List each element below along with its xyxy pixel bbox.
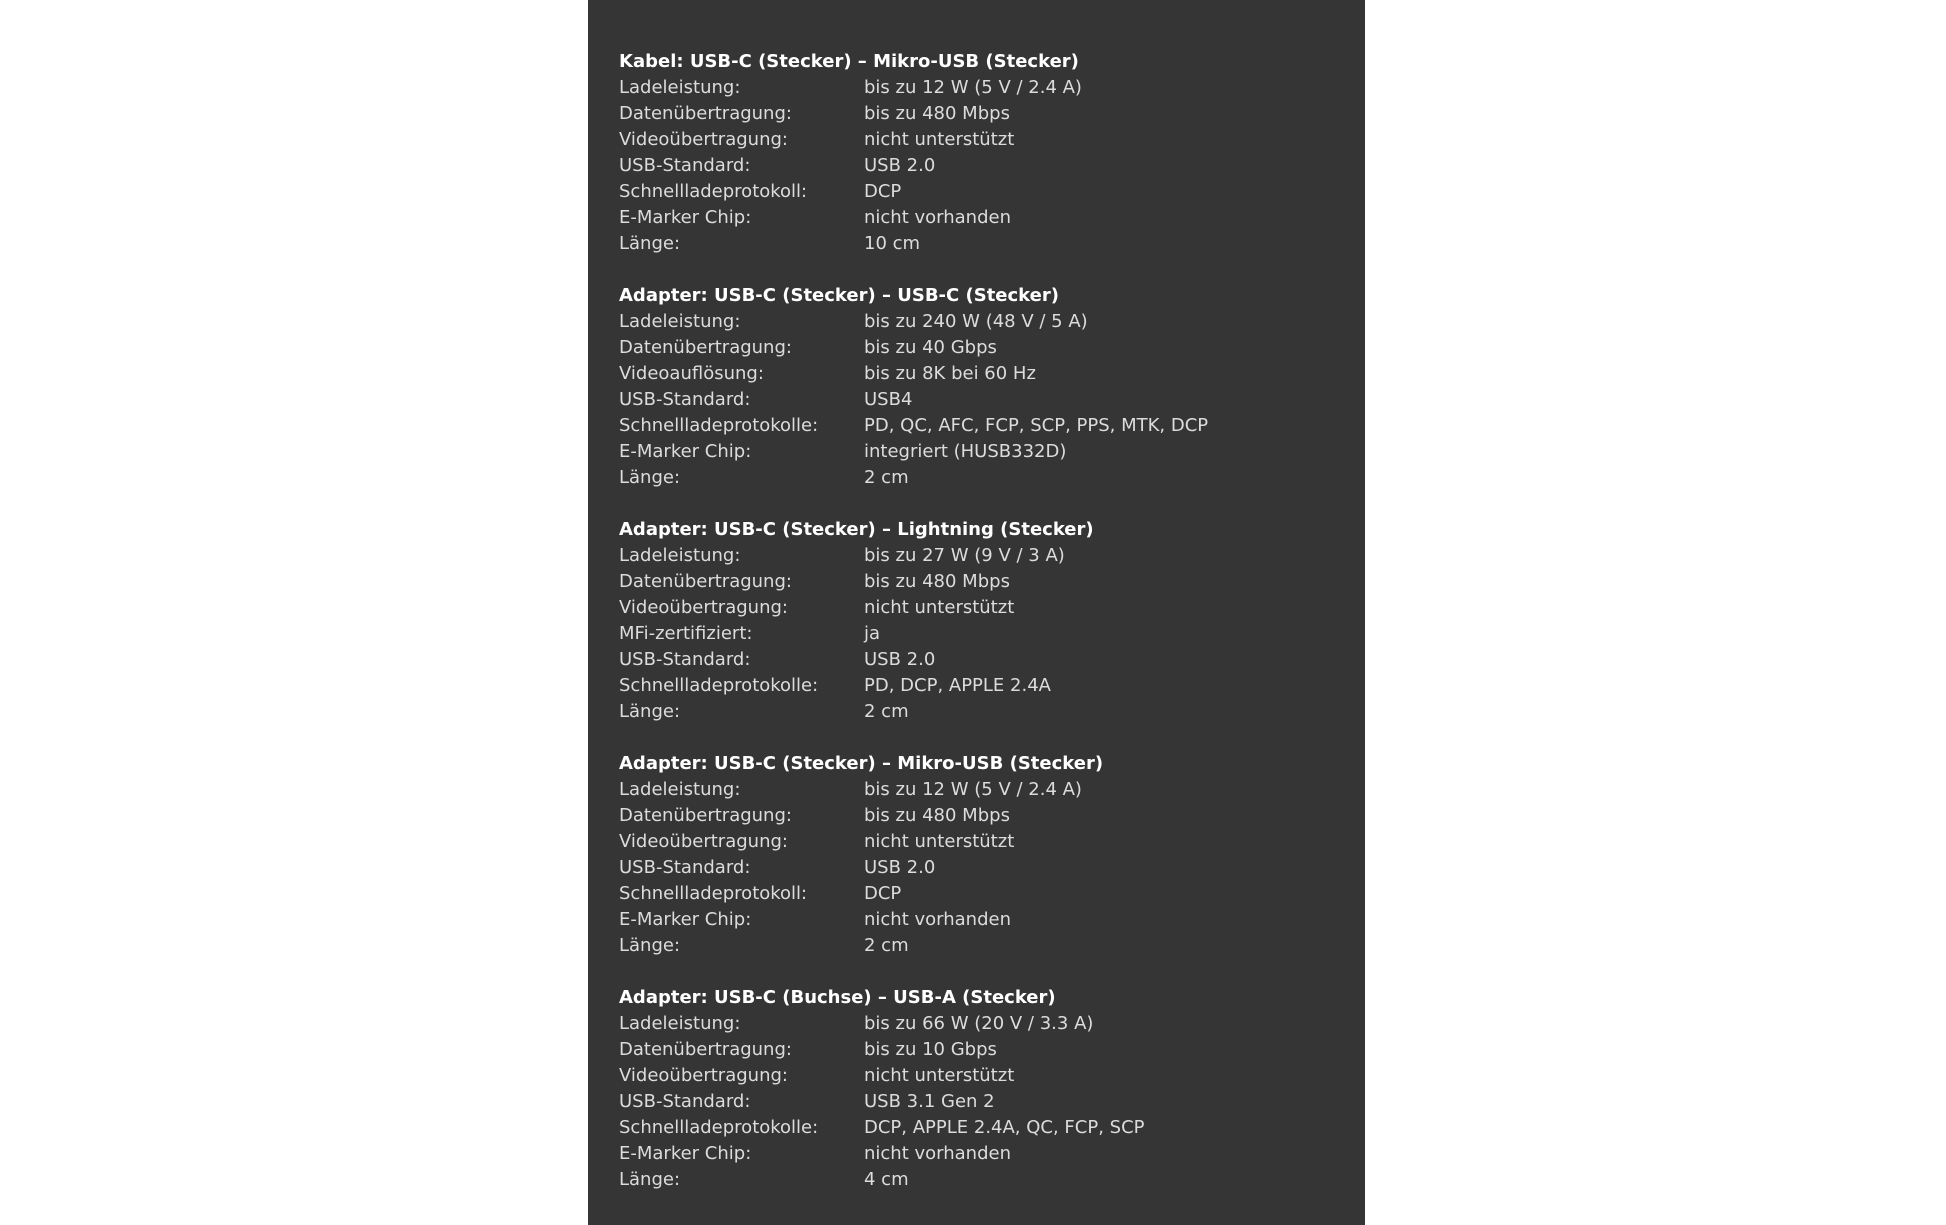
- spec-label: E-Marker Chip:: [619, 1143, 752, 1164]
- spec-label: Ladeleistung:: [619, 1013, 741, 1034]
- spec-row: [619, 1089, 1365, 1115]
- section-title: Kabel: USB-C (Stecker) – Mikro-USB (Stecker): [619, 51, 1079, 72]
- spec-value: DCP: [864, 181, 902, 202]
- spec-value: bis zu 66 W (20 V / 3.3 A): [864, 1013, 1094, 1034]
- spec-value: bis zu 480 Mbps: [864, 805, 1010, 826]
- spec-row: [619, 881, 1365, 907]
- spec-label: Videoübertragung:: [619, 1065, 788, 1086]
- spec-row: [619, 309, 1365, 335]
- spec-label: Länge:: [619, 467, 681, 488]
- spec-value: bis zu 240 W (48 V / 5 A): [864, 311, 1088, 332]
- spec-section: [619, 49, 1365, 257]
- spec-label: Schnellladeprotokolle:: [619, 675, 819, 696]
- spec-label: Videoübertragung:: [619, 831, 788, 852]
- spec-label: Videoübertragung:: [619, 597, 788, 618]
- spec-label: Ladeleistung:: [619, 779, 741, 800]
- spec-label: Länge:: [619, 701, 681, 722]
- section-title: Adapter: USB-C (Stecker) – Mikro-USB (Stecker): [619, 753, 1104, 774]
- spec-row: [619, 1037, 1365, 1063]
- spec-section: [619, 517, 1365, 725]
- spec-row: [619, 699, 1365, 725]
- spec-label: USB-Standard:: [619, 857, 751, 878]
- spec-value: nicht vorhanden: [864, 909, 1011, 930]
- spec-value: 2 cm: [864, 467, 909, 488]
- spec-label: Videoauflösung:: [619, 363, 764, 384]
- spec-row: [619, 413, 1365, 439]
- spec-row: [619, 1063, 1365, 1089]
- spec-row: [619, 595, 1365, 621]
- spec-row: [619, 179, 1365, 205]
- spec-value: DCP: [864, 883, 902, 904]
- spec-value: PD, DCP, APPLE 2.4A: [864, 675, 1051, 696]
- spec-value: bis zu 10 Gbps: [864, 1039, 997, 1060]
- spec-value: nicht vorhanden: [864, 1143, 1011, 1164]
- spec-row: [619, 153, 1365, 179]
- spec-value: nicht vorhanden: [864, 207, 1011, 228]
- spec-label: Schnellladeprotokolle:: [619, 1117, 819, 1138]
- spec-value: nicht unterstützt: [864, 1065, 1015, 1086]
- spec-label: Schnellladeprotokolle:: [619, 415, 819, 436]
- spec-value: USB 2.0: [864, 649, 936, 670]
- spec-row: [619, 387, 1365, 413]
- spec-label: Datenübertragung:: [619, 805, 792, 826]
- spec-row: [619, 907, 1365, 933]
- spec-panel: [588, 0, 1365, 1225]
- spec-row: [619, 621, 1365, 647]
- spec-label: Schnellladeprotokoll:: [619, 181, 808, 202]
- spec-row: [619, 75, 1365, 101]
- spec-label: Datenübertragung:: [619, 1039, 792, 1060]
- spec-label: E-Marker Chip:: [619, 441, 752, 462]
- spec-label: Ladeleistung:: [619, 311, 741, 332]
- spec-row: [619, 1011, 1365, 1037]
- section-title: Adapter: USB-C (Stecker) – USB-C (Stecker): [619, 285, 1059, 306]
- spec-value: DCP, APPLE 2.4A, QC, FCP, SCP: [864, 1117, 1145, 1138]
- spec-row: [619, 231, 1365, 257]
- spec-row: [619, 205, 1365, 231]
- spec-value: ja: [864, 623, 881, 644]
- spec-row: [619, 777, 1365, 803]
- spec-label: USB-Standard:: [619, 1091, 751, 1112]
- spec-label: Ladeleistung:: [619, 545, 741, 566]
- section-title: Adapter: USB-C (Buchse) – USB-A (Stecker): [619, 987, 1056, 1008]
- spec-section: [619, 751, 1365, 959]
- spec-section: [619, 985, 1365, 1193]
- spec-row: [619, 439, 1365, 465]
- spec-value: integriert (HUSB332D): [864, 441, 1067, 462]
- spec-value: USB 2.0: [864, 155, 936, 176]
- spec-row: [619, 855, 1365, 881]
- spec-value: bis zu 480 Mbps: [864, 103, 1010, 124]
- spec-row: [619, 647, 1365, 673]
- section-title: Adapter: USB-C (Stecker) – Lightning (Stecker): [619, 519, 1094, 540]
- spec-row: [619, 335, 1365, 361]
- spec-value: bis zu 480 Mbps: [864, 571, 1010, 592]
- spec-label: Ladeleistung:: [619, 77, 741, 98]
- spec-label: Datenübertragung:: [619, 571, 792, 592]
- spec-value: USB4: [864, 389, 913, 410]
- spec-row: [619, 1141, 1365, 1167]
- spec-label: Schnellladeprotokoll:: [619, 883, 808, 904]
- spec-row: [619, 1167, 1365, 1193]
- spec-value: 2 cm: [864, 701, 909, 722]
- spec-label: E-Marker Chip:: [619, 909, 752, 930]
- spec-value: bis zu 27 W (9 V / 3 A): [864, 545, 1065, 566]
- spec-label: USB-Standard:: [619, 389, 751, 410]
- spec-value: 10 cm: [864, 233, 921, 254]
- spec-label: Länge:: [619, 233, 681, 254]
- spec-row: [619, 127, 1365, 153]
- spec-label: Datenübertragung:: [619, 103, 792, 124]
- spec-label: USB-Standard:: [619, 155, 751, 176]
- spec-value: 4 cm: [864, 1169, 909, 1190]
- spec-value: 2 cm: [864, 935, 909, 956]
- spec-value: USB 2.0: [864, 857, 936, 878]
- spec-value: PD, QC, AFC, FCP, SCP, PPS, MTK, DCP: [864, 415, 1209, 436]
- spec-row: [619, 1115, 1365, 1141]
- spec-value: bis zu 12 W (5 V / 2.4 A): [864, 779, 1082, 800]
- spec-row: [619, 933, 1365, 959]
- spec-label: Videoübertragung:: [619, 129, 788, 150]
- spec-value: USB 3.1 Gen 2: [864, 1091, 995, 1112]
- spec-row: [619, 829, 1365, 855]
- spec-row: [619, 543, 1365, 569]
- spec-row: [619, 569, 1365, 595]
- spec-label: Länge:: [619, 935, 681, 956]
- spec-row: [619, 673, 1365, 699]
- spec-value: nicht unterstützt: [864, 831, 1015, 852]
- spec-value: bis zu 12 W (5 V / 2.4 A): [864, 77, 1082, 98]
- spec-section: [619, 283, 1365, 491]
- spec-value: nicht unterstützt: [864, 597, 1015, 618]
- spec-label: E-Marker Chip:: [619, 207, 752, 228]
- spec-row: [619, 465, 1365, 491]
- spec-row: [619, 361, 1365, 387]
- spec-value: nicht unterstützt: [864, 129, 1015, 150]
- spec-row: [619, 803, 1365, 829]
- spec-label: MFi-zertifiziert:: [619, 623, 753, 644]
- spec-value: bis zu 40 Gbps: [864, 337, 997, 358]
- spec-label: Länge:: [619, 1169, 681, 1190]
- spec-row: [619, 101, 1365, 127]
- spec-value: bis zu 8K bei 60 Hz: [864, 363, 1036, 384]
- spec-label: USB-Standard:: [619, 649, 751, 670]
- spec-label: Datenübertragung:: [619, 337, 792, 358]
